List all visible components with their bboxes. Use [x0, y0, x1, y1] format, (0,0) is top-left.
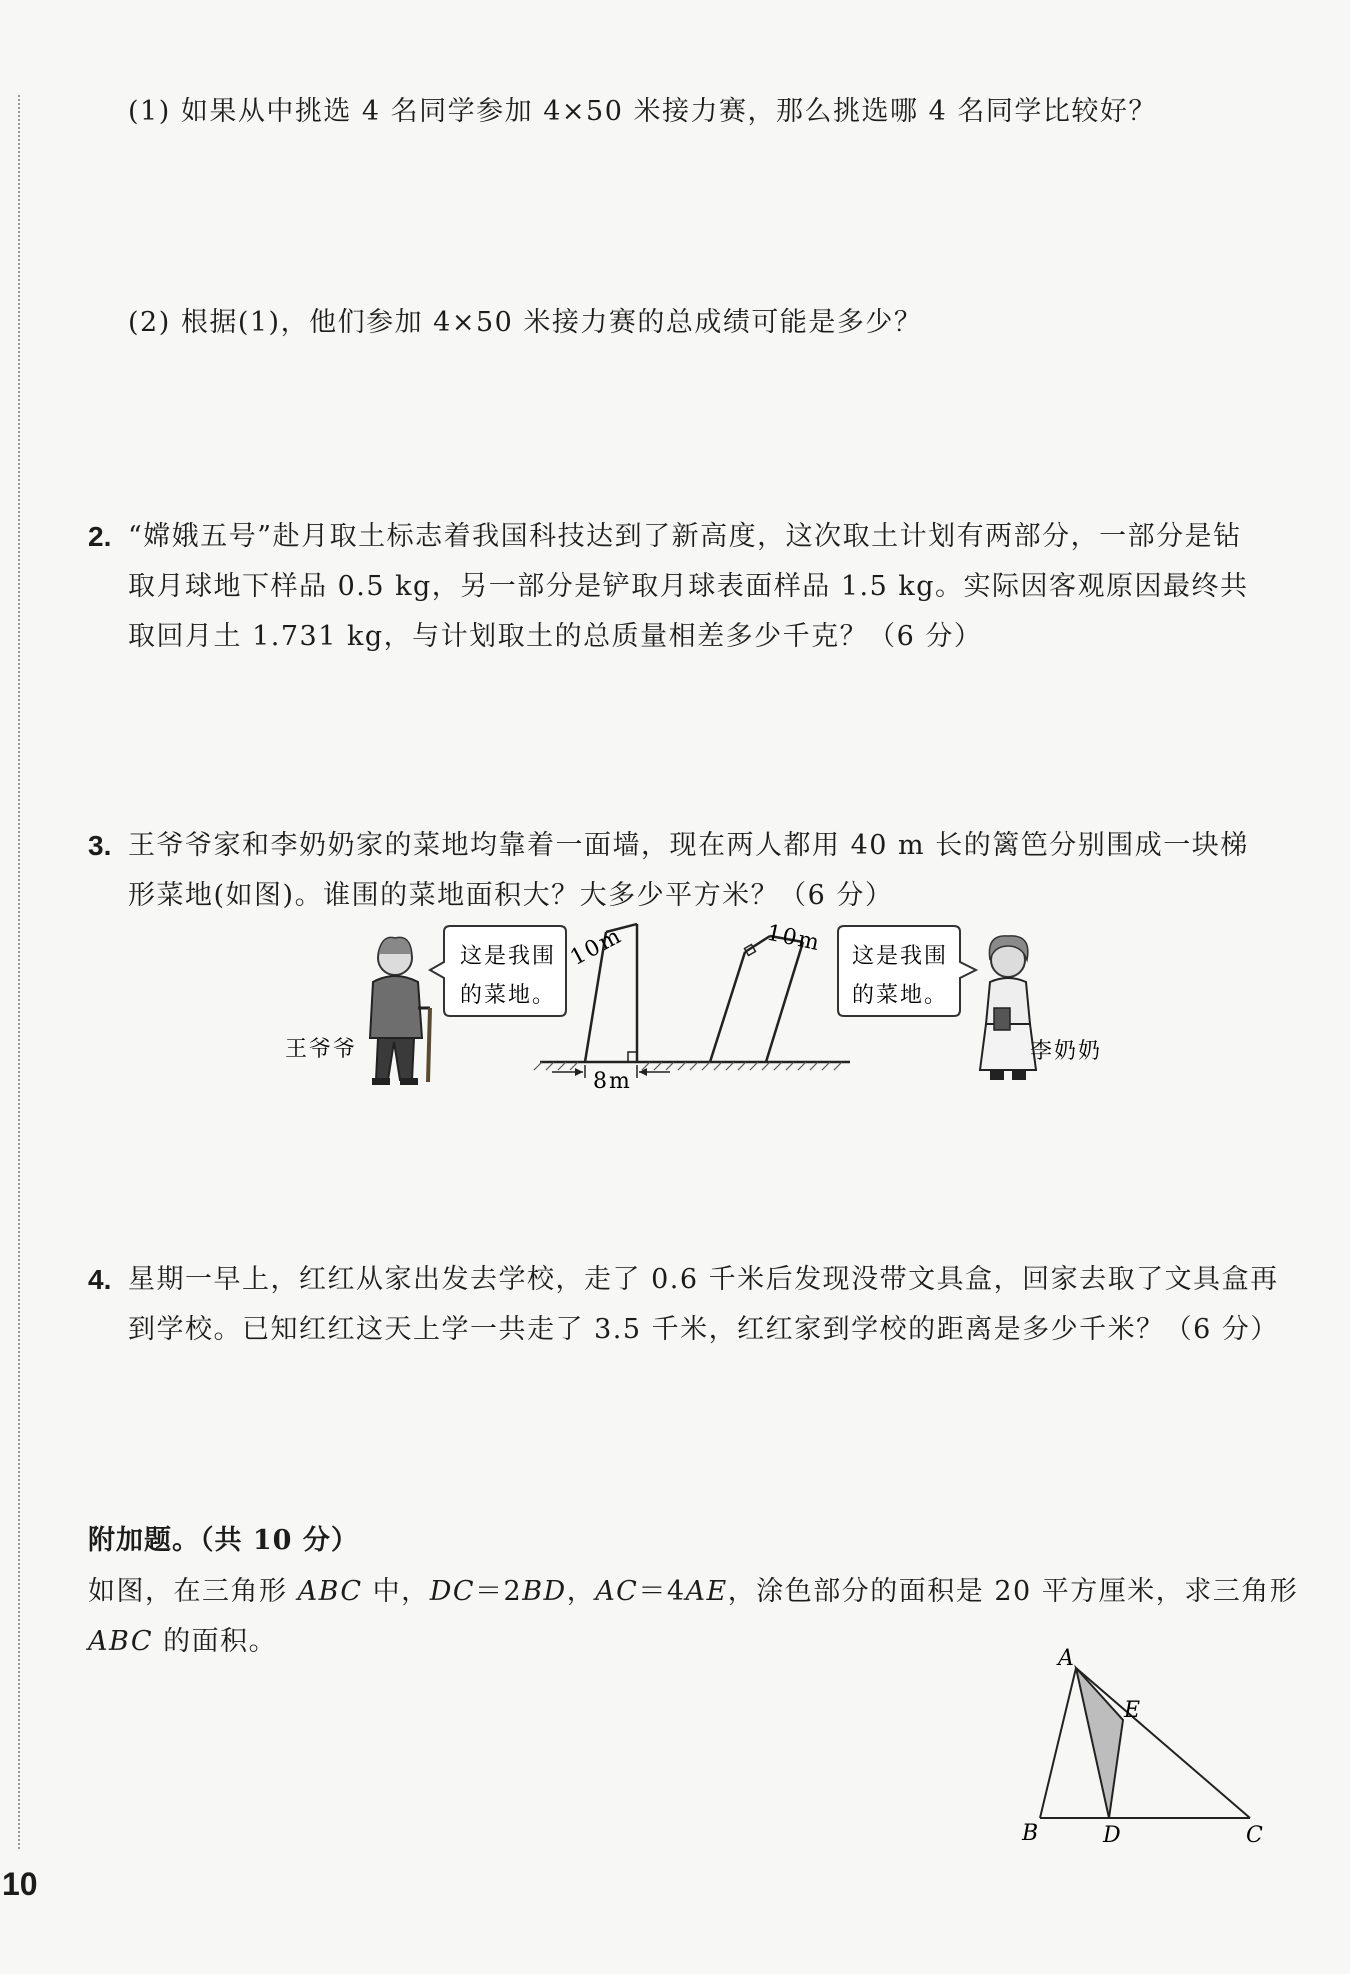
- bonus-line-1: 如图，在三角形 ABC 中，DC＝2BD，AC＝4AE，涂色部分的面积是 20 平方厘米，求三角形: [88, 1576, 1299, 1607]
- q3-line-1: 王爷爷家和李奶奶家的菜地均靠着一面墙，现在两人都用 40 m 长的篱笆分别围成一块梯: [128, 830, 1249, 861]
- vertex-b-label: B: [1022, 1821, 1039, 1846]
- vertex-e-label: E: [1124, 1698, 1141, 1723]
- q2-line-1: “嫦娥五号”赴月取土标志着我国科技达到了新高度，这次取土计划有两部分，一部分是钻: [128, 521, 1242, 552]
- grandpa-wang-illustration: [370, 937, 430, 1085]
- q3-number: 3.: [88, 830, 112, 861]
- vertex-a-label: A: [1058, 1646, 1074, 1671]
- bubble-right-line-2: 的菜地。: [852, 983, 949, 1008]
- q2-number: 2.: [88, 521, 112, 552]
- name-grandma-li: 李奶奶: [1030, 1039, 1103, 1064]
- garden-figure: [270, 920, 1120, 1095]
- name-grandpa-wang: 王爷爷: [285, 1037, 358, 1062]
- grandma-li-illustration: [980, 936, 1036, 1080]
- vertex-d-label: D: [1103, 1823, 1121, 1848]
- li-garden-shape: [710, 921, 823, 1062]
- speech-bubble-right: [838, 926, 976, 1016]
- q4-line-1: 星期一早上，红红从家出发去学校，走了 0.6 千米后发现没带文具盒，回家去取了文具盒再: [128, 1264, 1279, 1295]
- wall-ground-line: [534, 1062, 850, 1070]
- label-right-side: 10m: [764, 920, 824, 957]
- q3-line-2: 形菜地(如图)。谁围的菜地面积大？大多少平方米？（6 分）: [128, 880, 894, 911]
- binding-margin-dotted-line: [18, 95, 20, 1849]
- q1-sub1-text: (1) 如果从中挑选 4 名同学参加 4×50 米接力赛，那么挑选哪 4 名同学比较好？: [128, 96, 1157, 127]
- vertex-c-label: C: [1246, 1823, 1263, 1848]
- dimension-8m: [552, 1065, 670, 1094]
- shaded-triangle-aed: [1076, 1668, 1123, 1818]
- triangle-abc-figure: [1010, 1640, 1280, 1850]
- bubble-left-line-2: 的菜地。: [460, 983, 557, 1008]
- label-left-side: 10m: [566, 923, 627, 971]
- label-base: 8m: [593, 1069, 632, 1094]
- speech-bubble-left: [430, 926, 566, 1016]
- q4-line-2: 到学校。已知红红这天上学一共走了 3.5 千米，红红家到学校的距离是多少千米？（6 分）: [128, 1314, 1279, 1345]
- q4-number: 4.: [88, 1264, 112, 1295]
- bubble-right-line-1: 这是我围: [852, 944, 949, 969]
- q2-line-2: 取月球地下样品 0.5 kg，另一部分是铲取月球表面样品 1.5 kg。实际因客观原因最终共: [128, 571, 1249, 602]
- bonus-title: 附加题。（共 10 分）: [88, 1525, 359, 1556]
- page-number: 10: [2, 1866, 38, 1902]
- wang-garden-shape: [566, 923, 637, 1062]
- q2-line-3: 取回月土 1.731 kg，与计划取土的总质量相差多少千克？（6 分）: [128, 621, 983, 652]
- q1-sub2-text: (2) 根据(1)，他们参加 4×50 米接力赛的总成绩可能是多少？: [128, 307, 923, 338]
- bubble-left-line-1: 这是我围: [460, 944, 557, 969]
- bonus-line-2: ABC 的面积。: [88, 1626, 278, 1657]
